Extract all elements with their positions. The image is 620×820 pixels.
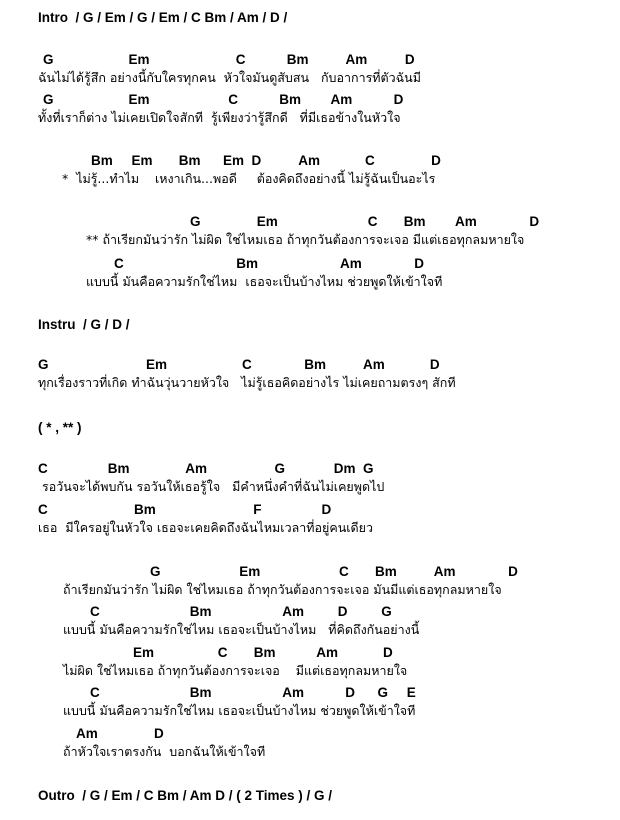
chord-line: C Bm Am G Dm G xyxy=(38,461,374,476)
chord-line: Bm Em Bm Em D Am C D xyxy=(91,153,441,168)
lyric-line: รอวันจะได้พบกัน รอวันให้เธอรู้ใจ มีคำหนึ่งคำที่ฉันไม่เคยพูดไป xyxy=(42,479,385,494)
chord-line: C Bm Am D xyxy=(114,256,425,271)
lyric-line: เธอ มีใครอยู่ในหัวใจ เธอจะเคยคิดถึงฉันไหมเวลาที่อยู่คนเดียว xyxy=(38,520,373,535)
lyric-line: แบบนี้ มันคือความรักใช่ไหม เธอจะเป็นบ้างไหม ช่วยพูดให้เข้าใจที xyxy=(63,703,416,718)
chord-line: G Em C Bm Am D xyxy=(43,52,415,67)
chord-line: G Em C Bm Am D xyxy=(190,214,540,229)
section-header: ( * , ** ) xyxy=(38,420,82,435)
section-header: Outro / G / Em / C Bm / Am D / ( 2 Times ) / G / xyxy=(38,788,333,803)
lyric-line: ไม่ผิด ใช่ไหมเธอ ถ้าทุกวันต้องการจะเจอ มีแต่เธอทุกลมหายใจ xyxy=(63,663,408,678)
chord-line: C Bm Am D G E xyxy=(90,685,416,700)
lyric-line: แบบนี้ มันคือความรักใช่ไหม เธอจะเป็นบ้างไหม ที่คิดถึงกันอย่างนี้ xyxy=(63,622,420,637)
lyric-line: แบบนี้ มันคือความรักใช่ไหม เธอจะเป็นบ้างไหม ช่วยพูดให้เข้าใจที xyxy=(86,274,443,289)
section-header: Instru / G / D / xyxy=(38,317,130,332)
lyric-line: ถ้าหัวใจเราตรงกัน บอกฉันให้เข้าใจที xyxy=(63,744,266,759)
chord-line: C Bm Am D G xyxy=(90,604,392,619)
chord-line: G Em C Bm Am D xyxy=(150,564,518,579)
chord-line: C Bm F D xyxy=(38,502,332,517)
lyric-line: ถ้าเรียกมันว่ารัก ไม่ผิด ใช่ไหมเธอ ถ้าทุกวันต้องการจะเจอ มันมีแต่เธอทุกลมหายใจ xyxy=(63,582,502,597)
chord-line: Am D xyxy=(76,726,164,741)
lyric-line: ฉันไม่ได้รู้สึก อย่างนี้กับใครทุกคน หัวใจมันดูสับสน กับอาการที่ตัวฉันมี xyxy=(38,70,421,85)
lyric-line: * ไม่รู้...ทำไม เหงาเกิน...พอดี ต้องคิดถึงอย่างนี้ ไม่รู้ฉันเป็นอะไร xyxy=(62,171,436,186)
section-header: Intro / G / Em / G / Em / C Bm / Am / D / xyxy=(38,10,288,25)
chord-line: G Em C Bm Am D xyxy=(43,92,404,107)
lyric-line: ทั้งที่เราก็ต่าง ไม่เคยเปิดใจสักที รู้เพียงว่ารู้สึกดี ที่มีเธอข้างในหัวใจ xyxy=(38,110,401,125)
lyric-line: ** ถ้าเรียกมันว่ารัก ไม่ผิด ใช่ไหมเธอ ถ้าทุกวันต้องการจะเจอ มีแต่เธอทุกลมหายใจ xyxy=(86,232,525,247)
chord-line: Em C Bm Am D xyxy=(133,645,393,660)
chord-line: G Em C Bm Am D xyxy=(38,357,440,372)
lyric-line: ทุกเรื่องราวที่เกิด ทำฉันวุ่นวายหัวใจ ไม่รู้เธอคิดอย่างไร ไม่เคยถามตรงๆ สักที xyxy=(38,375,456,390)
